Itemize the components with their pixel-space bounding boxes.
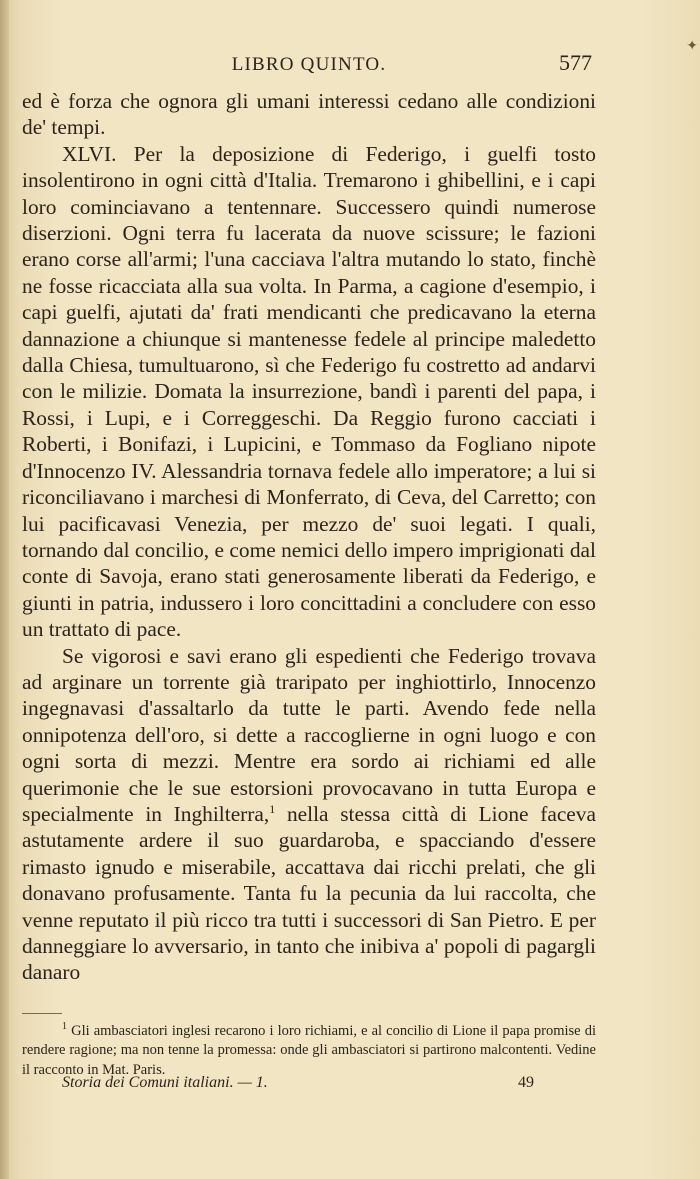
running-title: LIBRO QUINTO. [231,54,387,75]
page-header [22,50,596,80]
paragraph-section-xlvi: XLVI. Per la deposizione di Federigo, i guelfi tosto insolentirono in ogni città d'Italia. Tremarono i ghibellini, e i capi loro cominciavano a tentennare. Successero quindi numerose diserzioni. Ogni terra fu lacerata da nuove scissure; le fazioni erano corse all'armi; l'una cacciava l'altra mutando lo stato, finchè ne fosse ricacciata alla sua volta. In Parma, a cagione d'esempio, i capi guelfi, ajutati da' frati mendicanti che predicavano la eterna dannazione a chiunque si mantenesse fedele al principe maledetto dalla Chiesa, tumultuarono, sì che Federigo fu costretto ad andarvi con le milizie. Domata la insurrezione, bandì i parenti del papa, i Rossi, i Lupi, e i Correggeschi. Da Reggio furono cacciati i Roberti, i Bonifazi, i Lupicini, e Tommaso da Fogliano nipote d'Innocenzo IV. Alessandria tornava fedele allo imperatore; a lui si riconciliavano i marchesi di Monferrato, di Ceva, del Carretto; con lui pacificavasi Venezia, per mezzo de' suoi legati. I quali, tornando dal concilio, e come nemici dello impero imprigionati dal conte di Savoja, erano stati generosamente liberati da Federigo, e giunti in patria, indussero i loro concittadini a concludere con esso un trattato di pace. [22,141,596,642]
footnote-text: Gli ambasciatori inglesi recarono i loro richiami, e al concilio di Lione il papa promise di rendere ragione; ma non tenne la promessa: onde gli ambasciatori si partirono malcontenti. Vedine il racconto in Mat. Paris. [22,1022,596,1078]
footnote [22,1017,596,1080]
page-number: 577 [559,50,592,75]
footnote-divider [22,1013,62,1014]
corner-mark-icon: ✦ [686,39,698,54]
signature-text: Storia dei Comuni italiani. — 1. [62,1074,268,1091]
paragraph-continuation: ed è forza che ognora gli umani interessi cedano alle condizioni de' tempi. [22,89,596,140]
printer-signature [22,1074,596,1096]
signature-mark: 49 [518,1074,534,1091]
paragraph-text-after-ref: nella stessa città di Lione faceva astutamente ardere il suo guardaroba, e spacciando d'essere rimasto ignudo e miserabile, accattava dai ricchi prelati, che gli donavano profusamente. Tanta fu la pecunia da lui raccolta, che venne reputato il più ricco tra tutti i successori di San Pietro. E per danneggiare lo avversario, in tanto che inibiva a' popoli di pagargli danaro [22,801,596,985]
footnote-body [22,1017,596,1080]
footnote-marker: 1 [62,1021,67,1032]
paragraph-text-before-ref: Se vigorosi e savi erano gli espedienti che Federigo trovava ad arginare un torrente già traripato per inghiottirlo, Innocenzo ingegnavasi d'assaltarlo da tutte le parti. Avendo fede nella onnipotenza dell'oro, si dette a raccoglierne in ogni luogo e con ogni sorta di mezzi. Mentre era sordo ai richiami ed alle querimonie che le sue estorsioni provocavano in tutta Europa e specialmente in Inghilterra, [22,643,596,826]
footnote-reference[interactable]: 1 [269,801,276,816]
main-text [22,88,596,986]
page-gutter-shadow [0,0,9,1179]
paragraph-innocenzo [22,643,596,986]
